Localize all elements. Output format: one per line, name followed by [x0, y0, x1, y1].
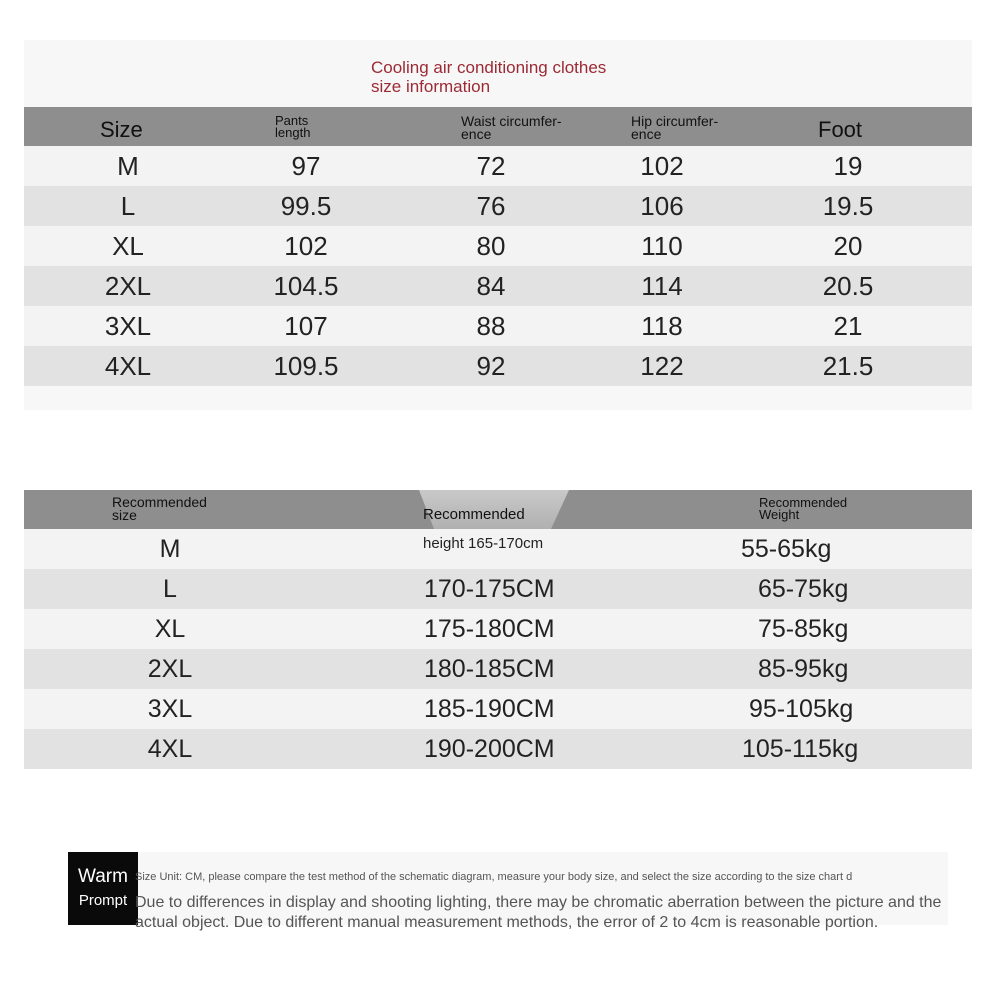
cell-size: M [159, 535, 181, 563]
table-row [24, 729, 972, 769]
cell-weight: 55-65kg [741, 535, 832, 563]
cell-weight: 95-105kg [749, 695, 854, 723]
cell-height: 180-185CM [424, 655, 555, 683]
cell-waist: 72 [476, 151, 506, 181]
cell-foot: 20 [833, 231, 863, 261]
header-size: Size [100, 117, 143, 142]
table-row [24, 146, 972, 186]
cell-size: XL [154, 615, 186, 643]
warm-prompt-label: Warm Prompt [68, 852, 138, 925]
cell-foot: 19 [833, 151, 863, 181]
cell-height: 170-175CM [424, 575, 555, 603]
cell-weight: 105-115kg [742, 735, 859, 763]
table-row [24, 569, 972, 609]
header-recommended-weight: Recommended Weight [759, 495, 848, 522]
cell-weight: 85-95kg [758, 655, 849, 683]
cell-weight: 65-75kg [758, 575, 849, 603]
cell-foot: 21 [833, 311, 863, 341]
header-foot: Foot [818, 117, 863, 142]
cell-height: 185-190CM [424, 695, 555, 723]
cell-size: 3XL [104, 311, 152, 341]
cell-hip: 106 [640, 191, 684, 221]
table-row [24, 609, 972, 649]
recommendation-header-row [24, 490, 972, 529]
cell-foot: 21.5 [822, 351, 874, 381]
header-recommended-size: Recommended size [112, 494, 207, 523]
cell-pants: 109.5 [273, 351, 339, 381]
cell-size: 4XL [104, 351, 152, 381]
cell-size: 4XL [147, 735, 193, 763]
cell-pants: 102 [284, 231, 328, 261]
cell-hip: 114 [641, 271, 683, 301]
header-waist: Waist circumfer- ence [461, 113, 562, 142]
cell-hip: 110 [641, 231, 683, 261]
table-row [24, 306, 972, 346]
cell-waist: 84 [476, 271, 506, 301]
table-row [24, 266, 972, 306]
cell-waist: 80 [476, 231, 506, 261]
cell-height: 190-200CM [424, 735, 555, 763]
recommendation-table [24, 490, 972, 768]
size-info-table [24, 40, 972, 410]
note-disclaimer-text: Due to differences in display and shooting lighting, there may be chromatic aberration between the picture and the actual object. Due to different manual measurement methods, the error of 2 to 4cm is reasonable portion. [135, 894, 942, 931]
table-row [24, 689, 972, 729]
cell-size: L [163, 575, 177, 603]
cell-waist: 88 [476, 311, 506, 341]
header-pants-length: Pants length [275, 113, 311, 140]
cell-hip: 102 [640, 151, 684, 181]
cell-waist: 76 [476, 191, 506, 221]
cell-size: 2XL [104, 271, 152, 301]
cell-size: XL [112, 231, 144, 261]
table-row [24, 226, 972, 266]
cell-size: 3XL [147, 695, 193, 723]
table-row [24, 346, 972, 386]
cell-foot: 20.5 [822, 271, 874, 301]
cell-foot: 19.5 [822, 191, 874, 221]
cell-height: 175-180CM [424, 615, 555, 643]
cell-size: M [117, 151, 139, 181]
cell-hip: 122 [640, 351, 684, 381]
cell-size: 2XL [147, 655, 193, 683]
header-recommended-height: Recommended [423, 506, 525, 523]
table-row [24, 529, 972, 569]
cell-pants: 107 [284, 311, 328, 341]
size-info-title: Cooling air conditioning clothes size information [371, 58, 607, 96]
cell-height: height 165-170cm [423, 535, 544, 552]
cell-waist: 92 [476, 351, 506, 381]
cell-weight: 75-85kg [758, 615, 849, 643]
cell-pants: 104.5 [273, 271, 339, 301]
cell-size: L [120, 191, 136, 221]
cell-pants: 97 [291, 151, 321, 181]
table-row [24, 186, 972, 226]
cell-hip: 118 [641, 311, 683, 341]
size-info-header-row [24, 107, 972, 146]
cell-pants: 99.5 [280, 191, 332, 221]
note-size-unit-text: Size Unit: CM, please compare the test method of the schematic diagram, measure your body size, and select the size according to the size chart d [135, 871, 853, 883]
table-row [24, 649, 972, 689]
header-hip: Hip circumfer- ence [631, 113, 719, 142]
